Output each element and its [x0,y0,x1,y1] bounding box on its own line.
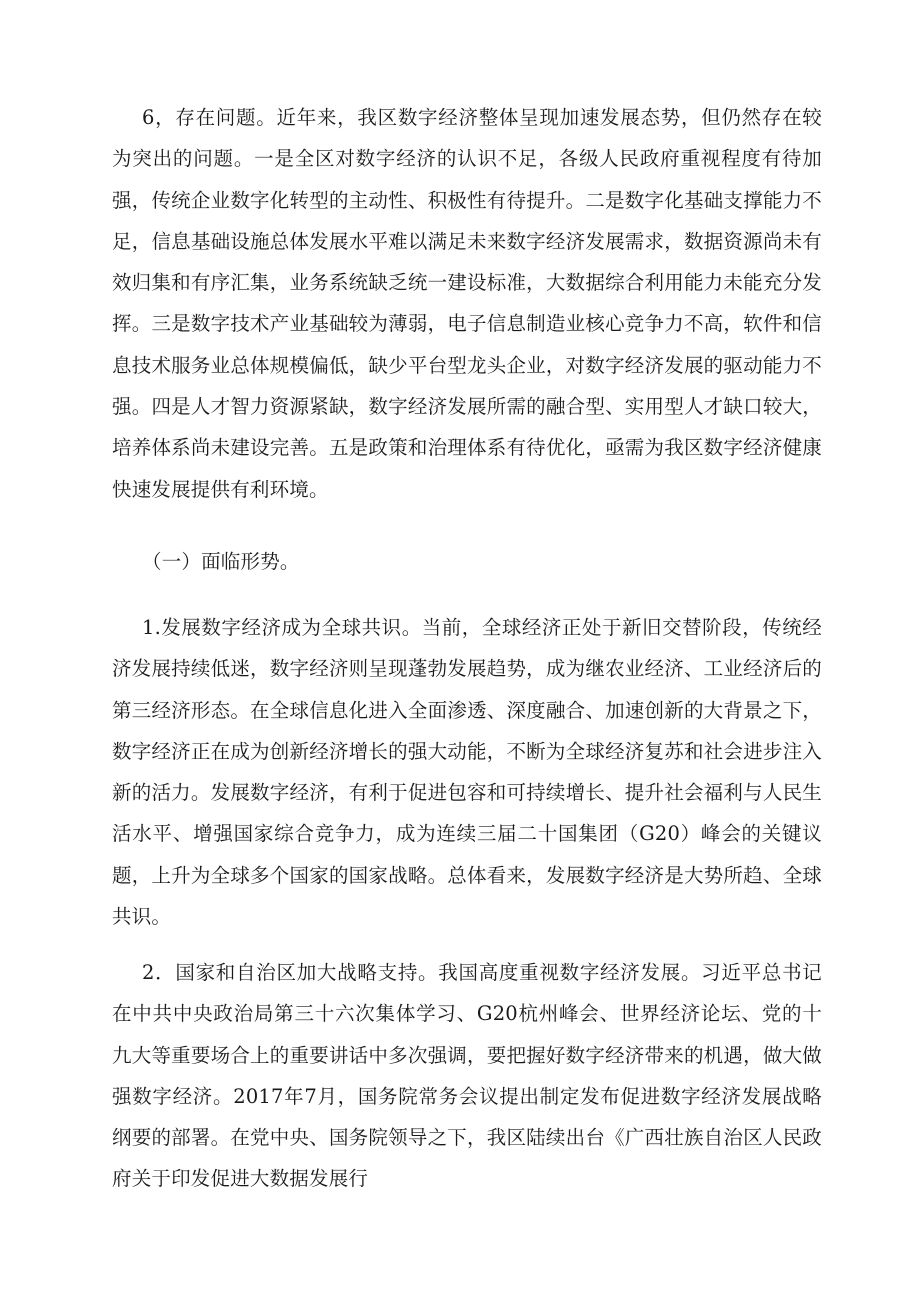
paragraph-global-consensus: 1.发展数字经济成为全球共识。当前，全球经济正处于新旧交替阶段，传统经济发展持续低迷，数字经济则呈现蓬勃发展趋势，成为继农业经济、工业经济后的第三经济形态。在全球信息化进入全面渗透、深度融合、加速创新的大背景之下，数字经济正在成为创新经济增长的强大动能，不断为全球经济复苏和社会进步注入新的活力。发展数字经济，有利于促进包容和可持续增长、提升社会福利与人民生活水平、增强国家综合竞争力，成为连续三届二十国集团（G20）峰会的关键议题，上升为全球多个国家的国家战略。总体看来，发展数字经济是大势所趋、全球共识。 [112,616,822,929]
paragraph-existing-problems: 6，存在问题。近年来，我区数字经济整体呈现加速发展态势，但仍然存在较为突出的问题。一是全区对数字经济的认识不足，各级人民政府重视程度有待加强，传统企业数字化转型的主动性、积极性有待提升。二是数字化基础支撑能力不足，信息基础设施总体发展水平难以满足未来数字经济发展需求，数据资源尚未有效归集和有序汇集，业务系统缺乏统一建设标准，大数据综合利用能力未能充分发挥。三是数字技术产业基础较为薄弱，电子信息制造业核心竞争力不高，软件和信息技术服务业总体规模偏低，缺少平台型龙头企业，对数字经济发展的驱动能力不强。四是人才智力资源紧缺，数字经济发展所需的融合型、实用型人才缺口较大，培养体系尚未建设完善。五是政策和治理体系有待优化，亟需为我区数字经济健康快速发展提供有利环境。 [112,106,822,501]
paragraph-strategic-support: 2．国家和自治区加大战略支持。我国高度重视数字经济发展。习近平总书记在中共中央政治局第三十六次集体学习、G20杭州峰会、世界经济论坛、党的十九大等重要场合上的重要讲话中多次强调，要把握好数字经济带来的机遇，做大做强数字经济。2017年7月，国务院常务会议提出制定发布促进数字经济发展战略纲要的部署。在党中央、国务院领导之下，我区陆续出台《广西壮族自治区人民政府关于印发促进大数据发展行 [112,961,822,1191]
section-heading-situation: （一）面临形势。 [142,550,300,573]
